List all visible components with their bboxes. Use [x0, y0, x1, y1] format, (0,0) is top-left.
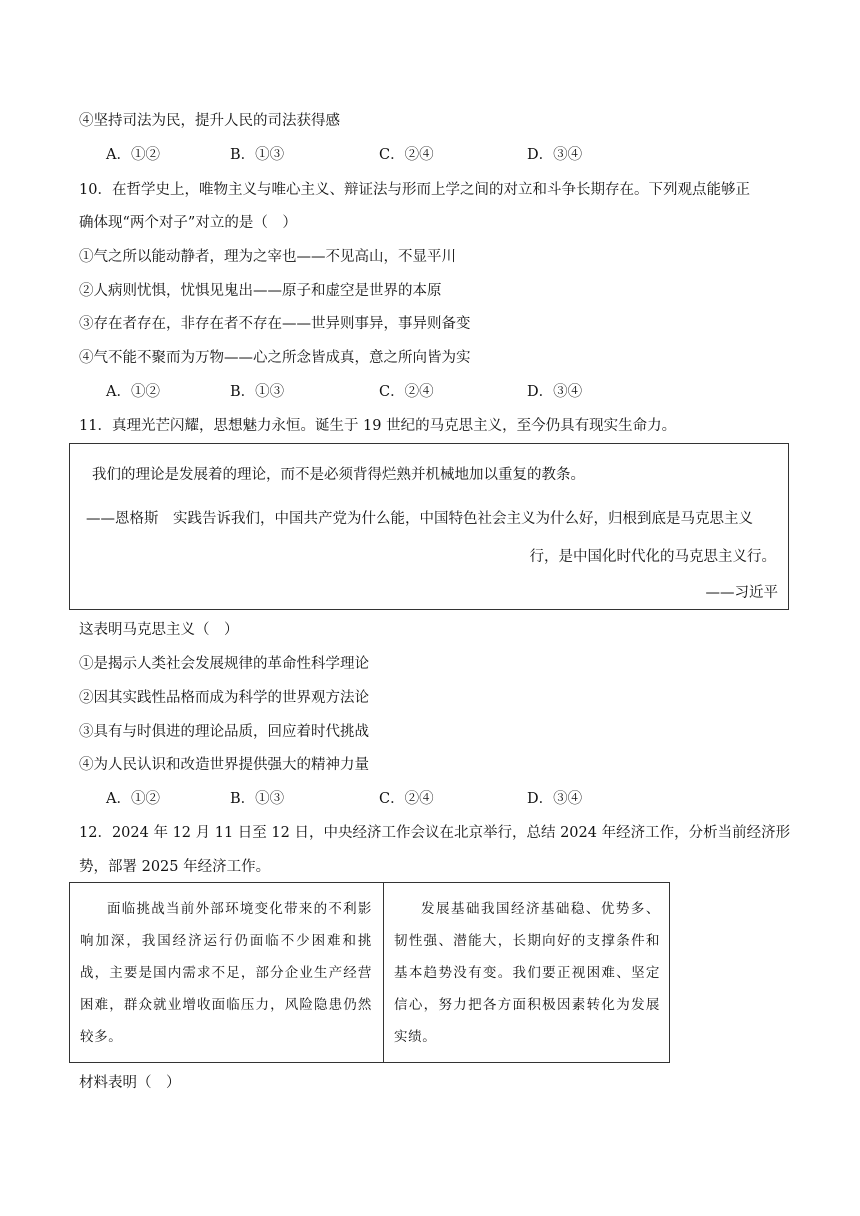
q11-stem: 11．真理光芒闪耀，思想魅力永恒。诞生于 19 世纪的马克思主义，至今仍具有现实生命力。	[79, 418, 677, 434]
q10-stem-line2: 确体现“两个对子”对立的是（ ）	[79, 215, 297, 231]
q11-quote-line2: ——恩格斯 实践告诉我们，中国共产党为什么能，中国特色社会主义为什么好，归根到底是马克思主义	[86, 511, 753, 527]
q10-item-3: ③存在者存在，非存在者不存在——世异则事异，事异则备变	[79, 316, 471, 332]
q12-stem-line2: 势，部署 2025 年经济工作。	[79, 859, 271, 875]
q10-option-a[interactable]: A．①②	[106, 384, 160, 400]
q11-quote-line1: 我们的理论是发展着的理论，而不是必须背得烂熟并机械地加以重复的教条。	[92, 467, 585, 483]
q12-cell-foundation: 发展基础我国经济基础稳、优势多、韧性强、潜能大，长期向好的支撑条件和基本趋势没有变。我们要正视困难、坚定信心，努力把各方面积极因素转化为发展实绩。	[394, 901, 660, 1045]
q12-material-table	[69, 882, 670, 1063]
q9-option-d[interactable]: D．③④	[527, 147, 583, 163]
q11-option-b[interactable]: B．①③	[230, 791, 285, 807]
q11-quote-box	[69, 443, 789, 610]
table-divider	[383, 883, 384, 1062]
q9-option-b[interactable]: B．①③	[230, 147, 285, 163]
q10-item-4: ④气不能不聚而为万物——心之所念皆成真，意之所向皆为实	[79, 350, 471, 366]
q11-option-d[interactable]: D．③④	[527, 791, 583, 807]
q10-stem-line1: 10．在哲学史上，唯物主义与唯心主义、辩证法与形而上学之间的对立和斗争长期存在。下列观点能够正	[79, 182, 750, 198]
q10-option-c[interactable]: C．②④	[379, 384, 434, 400]
q11-item-1: ①是揭示人类社会发展规律的革命性科学理论	[79, 656, 369, 672]
q10-item-2: ②人病则忧惧，忧惧见鬼出——原子和虚空是世界的本原	[79, 283, 442, 299]
q12-lead: 材料表明（ ）	[79, 1075, 181, 1091]
q12-cell-challenges: 面临挑战当前外部环境变化带来的不利影响加深，我国经济运行仍面临不少困难和挑战，主要是国内需求不足，部分企业生产经营困难，群众就业增收面临压力，风险隐患仍然较多。	[80, 901, 372, 1045]
q11-option-c[interactable]: C．②④	[379, 791, 434, 807]
q12-stem-line1: 12．2024 年 12 月 11 日至 12 日，中央经济工作会议在北京举行，总结 2024 年经济工作，分析当前经济形	[79, 825, 791, 841]
q10-option-b[interactable]: B．①③	[230, 384, 285, 400]
q11-quote-line3: 行，是中国化时代化的马克思主义行。	[529, 549, 776, 565]
q11-quote-author: ——习近平	[705, 585, 778, 601]
q11-item-4: ④为人民认识和改造世界提供强大的精神力量	[79, 757, 369, 773]
q10-item-1: ①气之所以能动静者，理为之宰也——不见高山，不显平川	[79, 249, 456, 265]
q9-item-4: ④坚持司法为民，提升人民的司法获得感	[79, 113, 340, 129]
q11-option-a[interactable]: A．①②	[106, 791, 160, 807]
q11-item-3: ③具有与时俱进的理论品质，回应着时代挑战	[79, 724, 369, 740]
q9-option-a[interactable]: A．①②	[106, 147, 160, 163]
q11-item-2: ②因其实践性品格而成为科学的世界观方法论	[79, 690, 369, 706]
q10-option-d[interactable]: D．③④	[527, 384, 583, 400]
q11-lead: 这表明马克思主义（ ）	[79, 622, 239, 638]
q9-option-c[interactable]: C．②④	[379, 147, 434, 163]
